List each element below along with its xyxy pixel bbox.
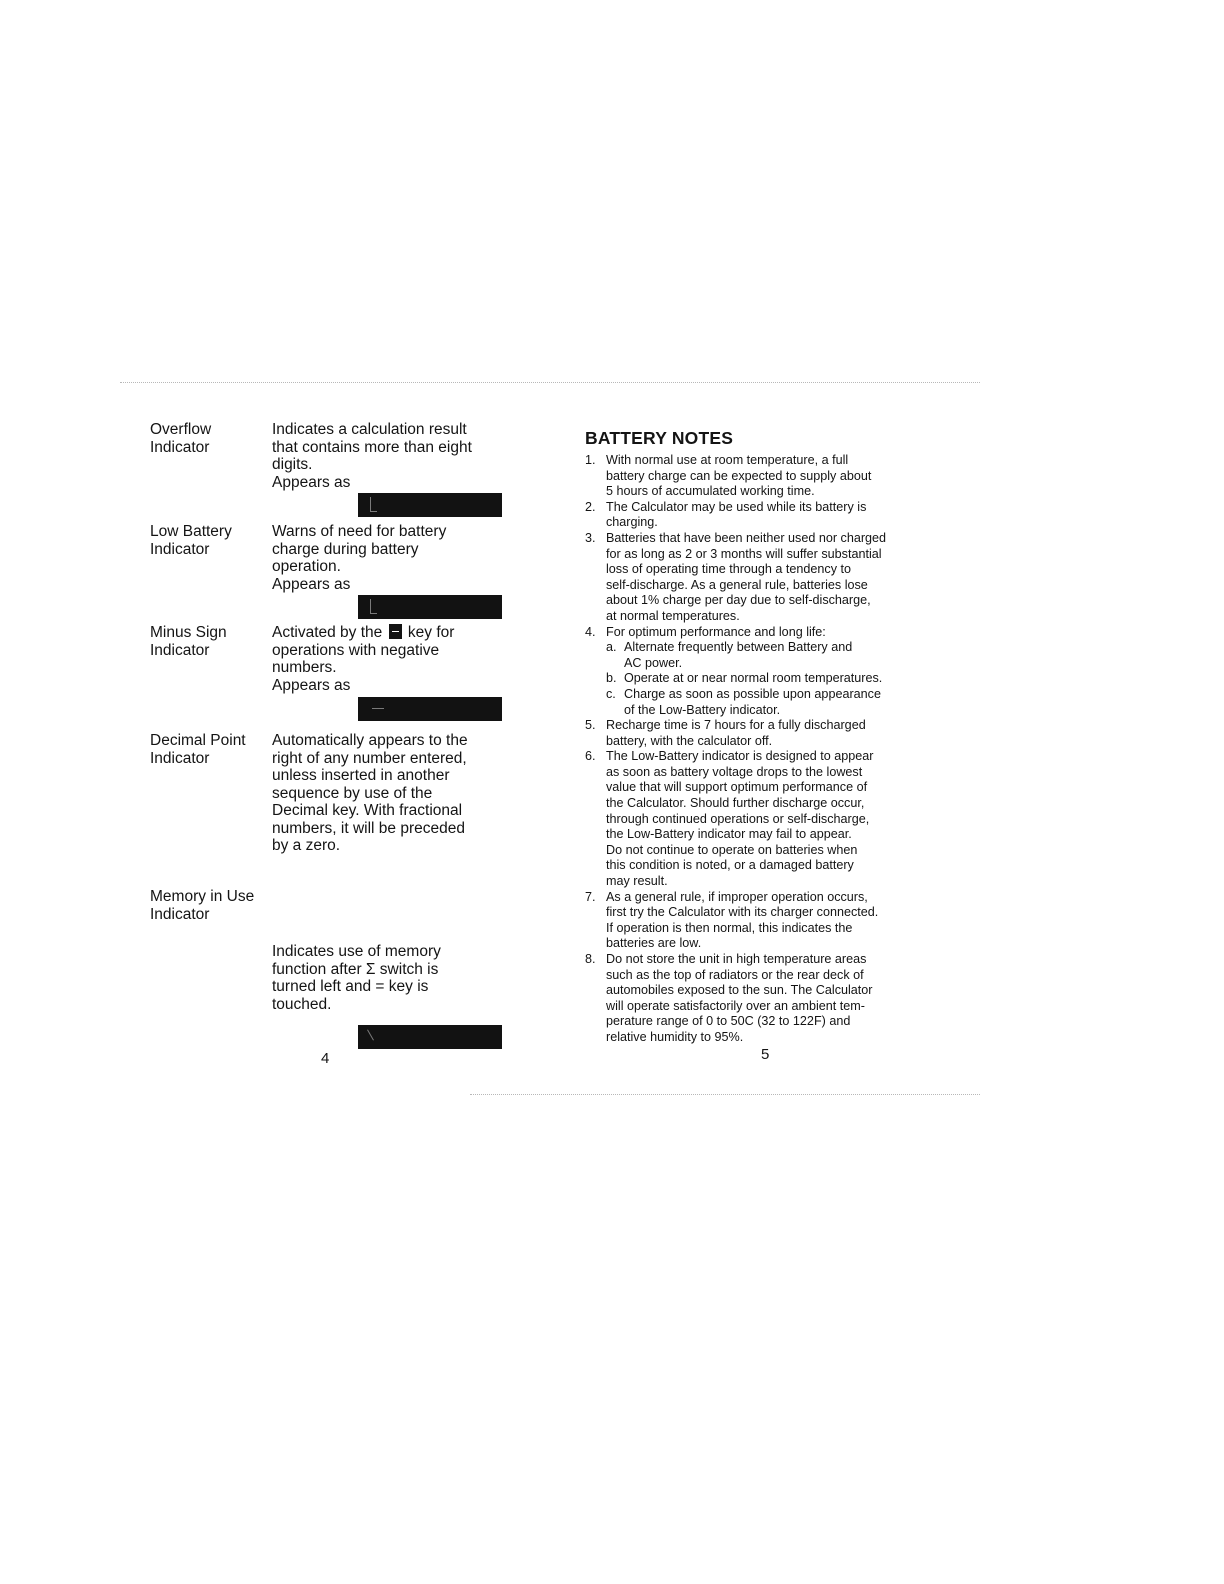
page-number-left: 4: [321, 1050, 330, 1067]
note-text-line: batteries are low.: [606, 936, 702, 951]
low-battery-display-image: [358, 595, 502, 619]
minus-key-icon: [389, 624, 402, 639]
note-number: 7.: [585, 889, 596, 904]
battery-note-item: [585, 749, 945, 889]
sub-item-text-line: Operate at or near normal room temperatures.: [624, 671, 883, 686]
note-text-line: battery charge can be expected to supply about: [606, 468, 872, 483]
memory-in-use-indicator-term: Memory in Use Indicator: [150, 888, 255, 923]
minus-sign-indicator-term: Minus Sign Indicator: [150, 624, 227, 659]
sub-item-text-line: Charge as soon as possible upon appearance: [624, 686, 881, 701]
note-text-line: The Low-Battery indicator is designed to appear: [606, 749, 874, 764]
note-text-line: will operate satisfactorily over an ambient tem-: [606, 998, 865, 1013]
note-text-line: first try the Calculator with its charger connected.: [606, 905, 879, 920]
decimal-point-indicator-description: Automatically appears to the right of any number entered, unless inserted in another sequence by use of the Decimal key. With fractional numbers, it will be preceded by a zero.: [272, 732, 468, 854]
note-text-line: As a general rule, if improper operation occurs,: [606, 889, 868, 904]
minus-sign-display-image: [358, 697, 502, 721]
note-text-line: charging.: [606, 515, 658, 530]
note-text-line: for as long as 2 or 3 months will suffer substantial: [606, 546, 882, 561]
overflow-indicator-term: Overflow Indicator: [150, 421, 212, 456]
scan-edge-top: [120, 382, 980, 383]
memory-in-use-display-image: [358, 1025, 502, 1049]
note-number: 6.: [585, 749, 596, 764]
memory-in-use-indicator-description: Indicates use of memory function after Σ switch is turned left and = key is touched.: [272, 943, 441, 1013]
note-number: 3.: [585, 530, 596, 545]
note-text-line: the Calculator. Should further discharge occur,: [606, 796, 865, 811]
note-text-line: Recharge time is 7 hours for a fully discharged: [606, 718, 866, 733]
battery-note-item: [585, 453, 945, 500]
note-text-line: The Calculator may be used while its battery is: [606, 499, 867, 514]
note-text-line: at normal temperatures.: [606, 608, 740, 623]
note-text-line: as soon as battery voltage drops to the lowest: [606, 764, 863, 779]
battery-note-item: [585, 952, 945, 1046]
battery-note-item: [585, 890, 945, 952]
low-battery-indicator-description: Warns of need for battery charge during battery operation. Appears as: [272, 523, 447, 593]
note-text-line: automobiles exposed to the sun. The Calculator: [606, 983, 873, 998]
decimal-point-indicator-term: Decimal Point Indicator: [150, 732, 246, 767]
note-number: 1.: [585, 453, 596, 467]
low-battery-indicator-term: Low Battery Indicator: [150, 523, 232, 558]
battery-notes-heading: BATTERY NOTES: [585, 428, 734, 448]
note-text-line: self-discharge. As a general rule, batteries lose: [606, 577, 868, 592]
note-text-line: With normal use at room temperature, a full: [606, 453, 849, 467]
note-text-line: Batteries that have been neither used nor charged: [606, 530, 887, 545]
overflow-display-image: [358, 493, 502, 517]
battery-note-item: [585, 625, 945, 719]
note-sub-item: [606, 640, 945, 671]
page-number-right: 5: [761, 1046, 770, 1063]
battery-note-item: [585, 500, 945, 531]
overflow-indicator-description: Indicates a calculation result that contains more than eight digits. Appears as: [272, 421, 472, 491]
note-number: 2.: [585, 499, 596, 514]
note-sub-item: [606, 687, 945, 718]
battery-notes-list: [585, 453, 945, 1046]
note-text-line: the Low-Battery indicator may fail to appear.: [606, 827, 852, 842]
note-text-line: such as the top of radiators or the rear deck of: [606, 967, 864, 982]
scan-edge-bottom: [470, 1094, 980, 1095]
note-text-line: Do not store the unit in high temperature areas: [606, 952, 867, 966]
note-text-line: this condition is noted, or a damaged battery: [606, 858, 854, 873]
note-number: 4.: [585, 624, 596, 639]
sub-item-text-line: Alternate frequently between Battery and: [624, 640, 853, 655]
note-number: 8.: [585, 952, 596, 966]
note-sub-list: [606, 640, 945, 718]
battery-note-item: [585, 718, 945, 749]
note-sub-item: [606, 671, 945, 687]
note-text-line: battery, with the calculator off.: [606, 733, 773, 748]
note-number: 5.: [585, 718, 596, 733]
note-text-line: about 1% charge per day due to self-discharge,: [606, 593, 871, 608]
note-text-line: relative humidity to 95%.: [606, 1029, 744, 1044]
note-text-line: loss of operating time through a tendency to: [606, 562, 852, 577]
note-text-line: 5 hours of accumulated working time.: [606, 484, 815, 499]
sub-item-text-line: of the Low-Battery indicator.: [624, 702, 781, 717]
sub-item-letter: c.: [606, 686, 616, 701]
sub-item-text-line: AC power.: [624, 655, 683, 670]
note-text-line: perature range of 0 to 50C (32 to 122F) and: [606, 1014, 851, 1029]
sub-item-letter: a.: [606, 640, 617, 655]
note-text-line: If operation is then normal, this indicates the: [606, 920, 853, 935]
battery-note-item: [585, 531, 945, 625]
minus-sign-indicator-description: Activated by the key for operations with negative numbers. Appears as: [272, 624, 455, 694]
note-text-line: For optimum performance and long life:: [606, 624, 826, 639]
note-text-line: may result.: [606, 874, 668, 889]
note-text-line: Do not continue to operate on batteries when: [606, 842, 858, 857]
sub-item-letter: b.: [606, 671, 617, 686]
note-text-line: value that will support optimum performance of: [606, 780, 868, 795]
note-text-line: through continued operations or self-discharge,: [606, 811, 870, 826]
